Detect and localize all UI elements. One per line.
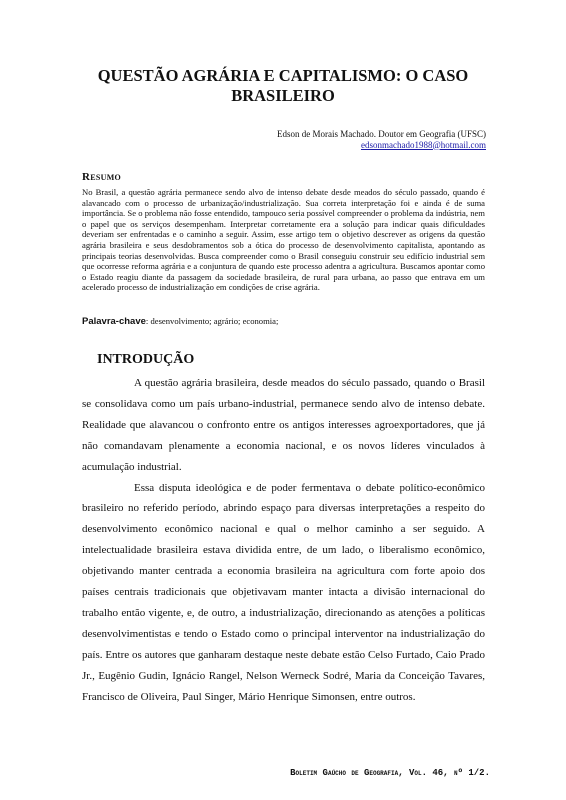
abstract-text: No Brasil, a questão agrária permanece sendo alvo de intenso debate desde meados do século passado, quando é alavancado com o processo de urbanização/industrialização. Sua correta interpretação foi e ainda é de suma importância. Se o problema não fosse entendido, tampouco seria possível compreender o problema da indústria, nem o papel que os serviços desempenham. Interpretar corretamente era a solução para indicar quais dificuldades deveriam ser enfrentadas e o caminho a seguir. Assim, esse artigo tem o objetivo descrever as origens da questão agrária brasileira e seus desdobramentos sob a ótica do processo de desenvolvimento capitalista, apontando as principais teorias desenvolvidas. Busca compreender como o Brasil conseguiu construir seu edifício industrial sem que ocorresse reforma agrária e a conjuntura de quando este processo adentra a agricultura. Buscamos apontar como o Estado reagiu diante da passagem da sociedade brasileira, de rural para urbana, ao passo que entrava em um acelerado processo de industrialização em condições de crise agrária. [82,187,485,293]
keywords-label: Palavra-chave [82,316,146,327]
section-body [82,373,485,708]
author-line: Edson de Morais Machado. Doutor em Geografia (UFSC) [277,129,486,139]
keywords-line [82,316,485,327]
journal-footer: Boletim Gaúcho de Geografia, Vol. 46, nº 1/2. [290,768,490,778]
abstract-heading: Resumo [82,171,122,183]
paper-title: QUESTÃO AGRÁRIA E CAPITALISMO: O CASO BRASILEIRO [97,66,469,105]
body-paragraph: Essa disputa ideológica e de poder fermentava o debate político-econômico brasileiro no referido período, abrindo espaço para diversas interpretações a respeito do desenvolvimento econômico nacional e qual o melhor caminho a ser seguido. A intelectualidade brasileira estava dividida entre, de um lado, o liberalismo econômico, objetivando manter centrada a economia brasileira na agricultura com forte apoio dos países centrais tradicionais que objetivavam manter intacta a divisão internacional do trabalho então vigente, e, de outro, a industrialização, direcionando as atenções a políticas desenvolvimentistas e tendo o Estado como o principal interventor na industrialização do país. Entre os autores que ganharam destaque neste debate estão Celso Furtado, Caio Prado Jr., Eugênio Gudin, Ignácio Rangel, Nelson Werneck Sodré, Maria da Conceição Tavares, Francisco de Oliveira, Paul Singer, Mário Henrique Simonsen, entre outros. [82,481,485,703]
author-email-link[interactable]: edsonmachado1988@hotmail.com [360,139,486,150]
keywords-text: : desenvolvimento; agrário; economia; [145,316,279,326]
author-block [277,129,486,150]
section-heading-introducao: INTRODUÇÃO [97,352,195,367]
body-paragraph: A questão agrária brasileira, desde meados do século passado, quando o Brasil se consolidava como um país urbano-industrial, permanece sendo alvo de intenso debate. Realidade que alavancou o confronto entre os antigos interesses agroexportadores, que já não comandavam plenamente a economia nacional, e os novos líderes vinculados à acumulação industrial. [82,377,485,473]
